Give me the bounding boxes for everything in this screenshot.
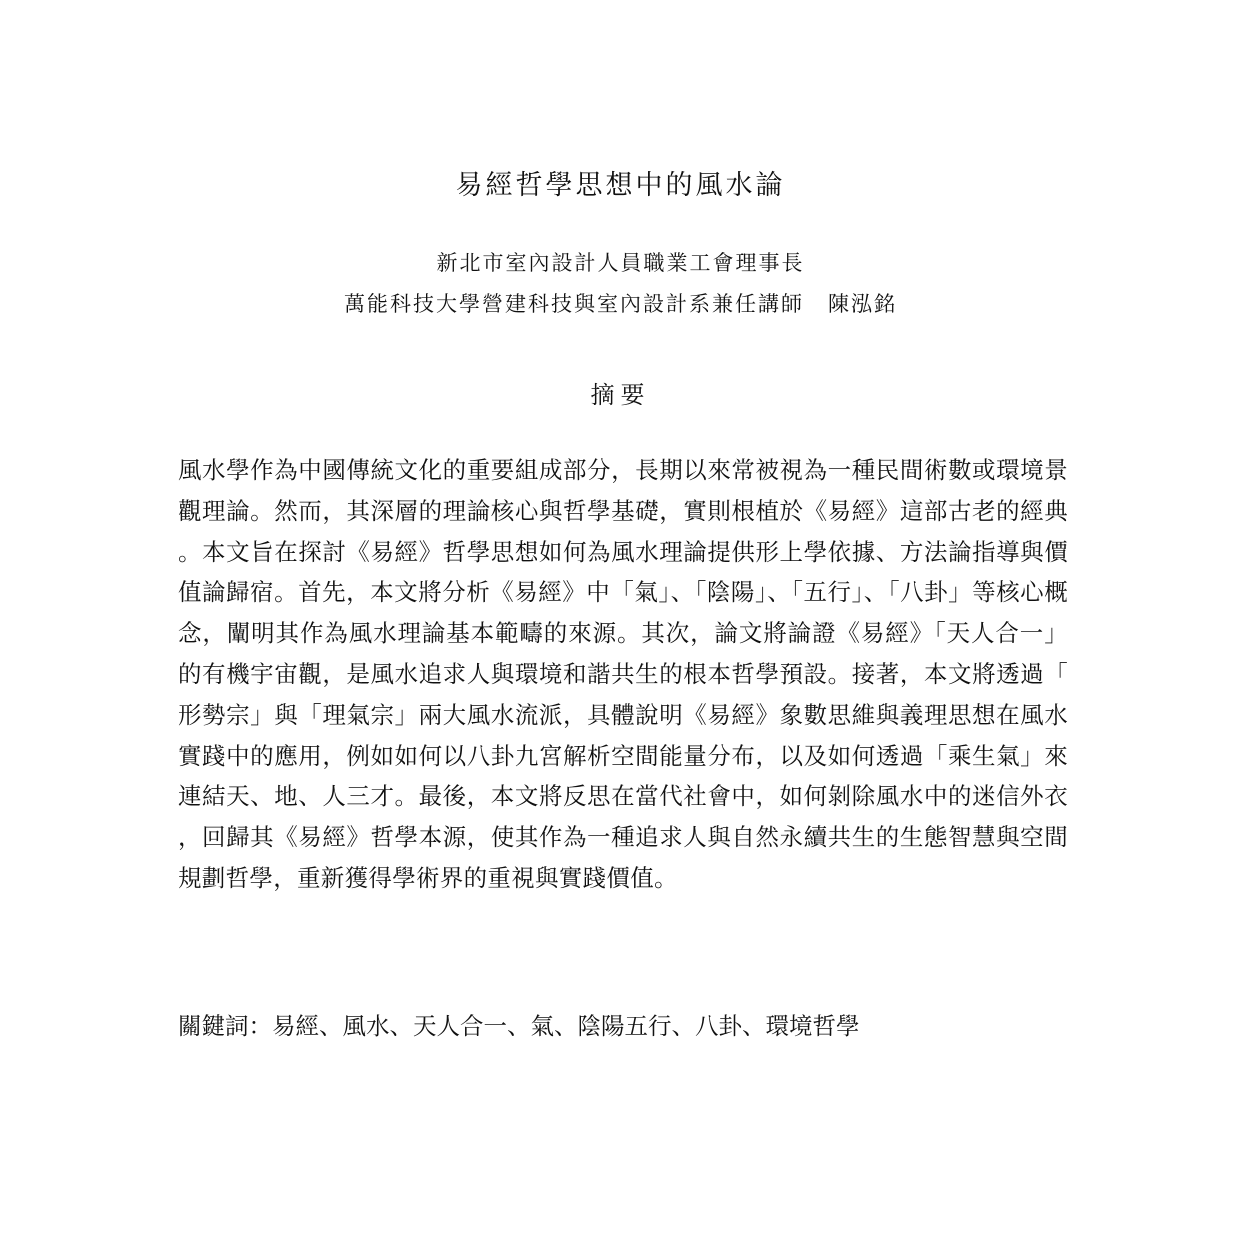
author-name: 陳泓銘 xyxy=(828,292,897,316)
paper-title: 易經哲學思想中的風水論 xyxy=(455,170,786,201)
abstract-heading: 摘要 xyxy=(590,381,651,409)
keywords: 關鍵詞：易經、風水、天人合一、氣、陰陽五行、八卦、環境哲學 xyxy=(178,1012,860,1040)
author-affiliation-2: 萬能科技大學營建科技與室內設計系兼任講師 xyxy=(344,292,804,316)
abstract-body: 風水學作為中國傳統文化的重要組成部分，長期以來常被視為一種民間術數或環境景觀理論。然而，其深層的理論核心與哲學基礎，實則根植於《易經》這部古老的經典。本文旨在探討《易經》哲學思想如何為風水理論提供形上學依據、方法論指導與價值論歸宿。首先，本文將分析《易經》中「氣」、「陰陽」、「五行」、「八卦」等核心概念，闡明其作為風水理論基本範疇的來源。其次，論文將論證《易經》「天人合一」的有機宇宙觀，是風水追求人與環境和諧共生的根本哲學預設。接著，本文將透過「形勢宗」與「理氣宗」兩大風水流派，具體說明《易經》象數思維與義理思想在風水實踐中的應用，例如如何以八卦九宮解析空間能量分布，以及如何透過「乘生氣」來連結天、地、人三才。最後，本文將反思在當代社會中，如何剝除風水中的迷信外衣，回歸其《易經》哲學本源，使其作為一種追求人與自然永續共生的生態智慧與空間規劃哲學，重新獲得學術界的重視與實踐價值。 xyxy=(178,456,1068,892)
author-affiliation-2-line xyxy=(0,289,1241,319)
author-affiliation-1: 新北市室內設計人員職業工會理事長 xyxy=(436,251,805,275)
